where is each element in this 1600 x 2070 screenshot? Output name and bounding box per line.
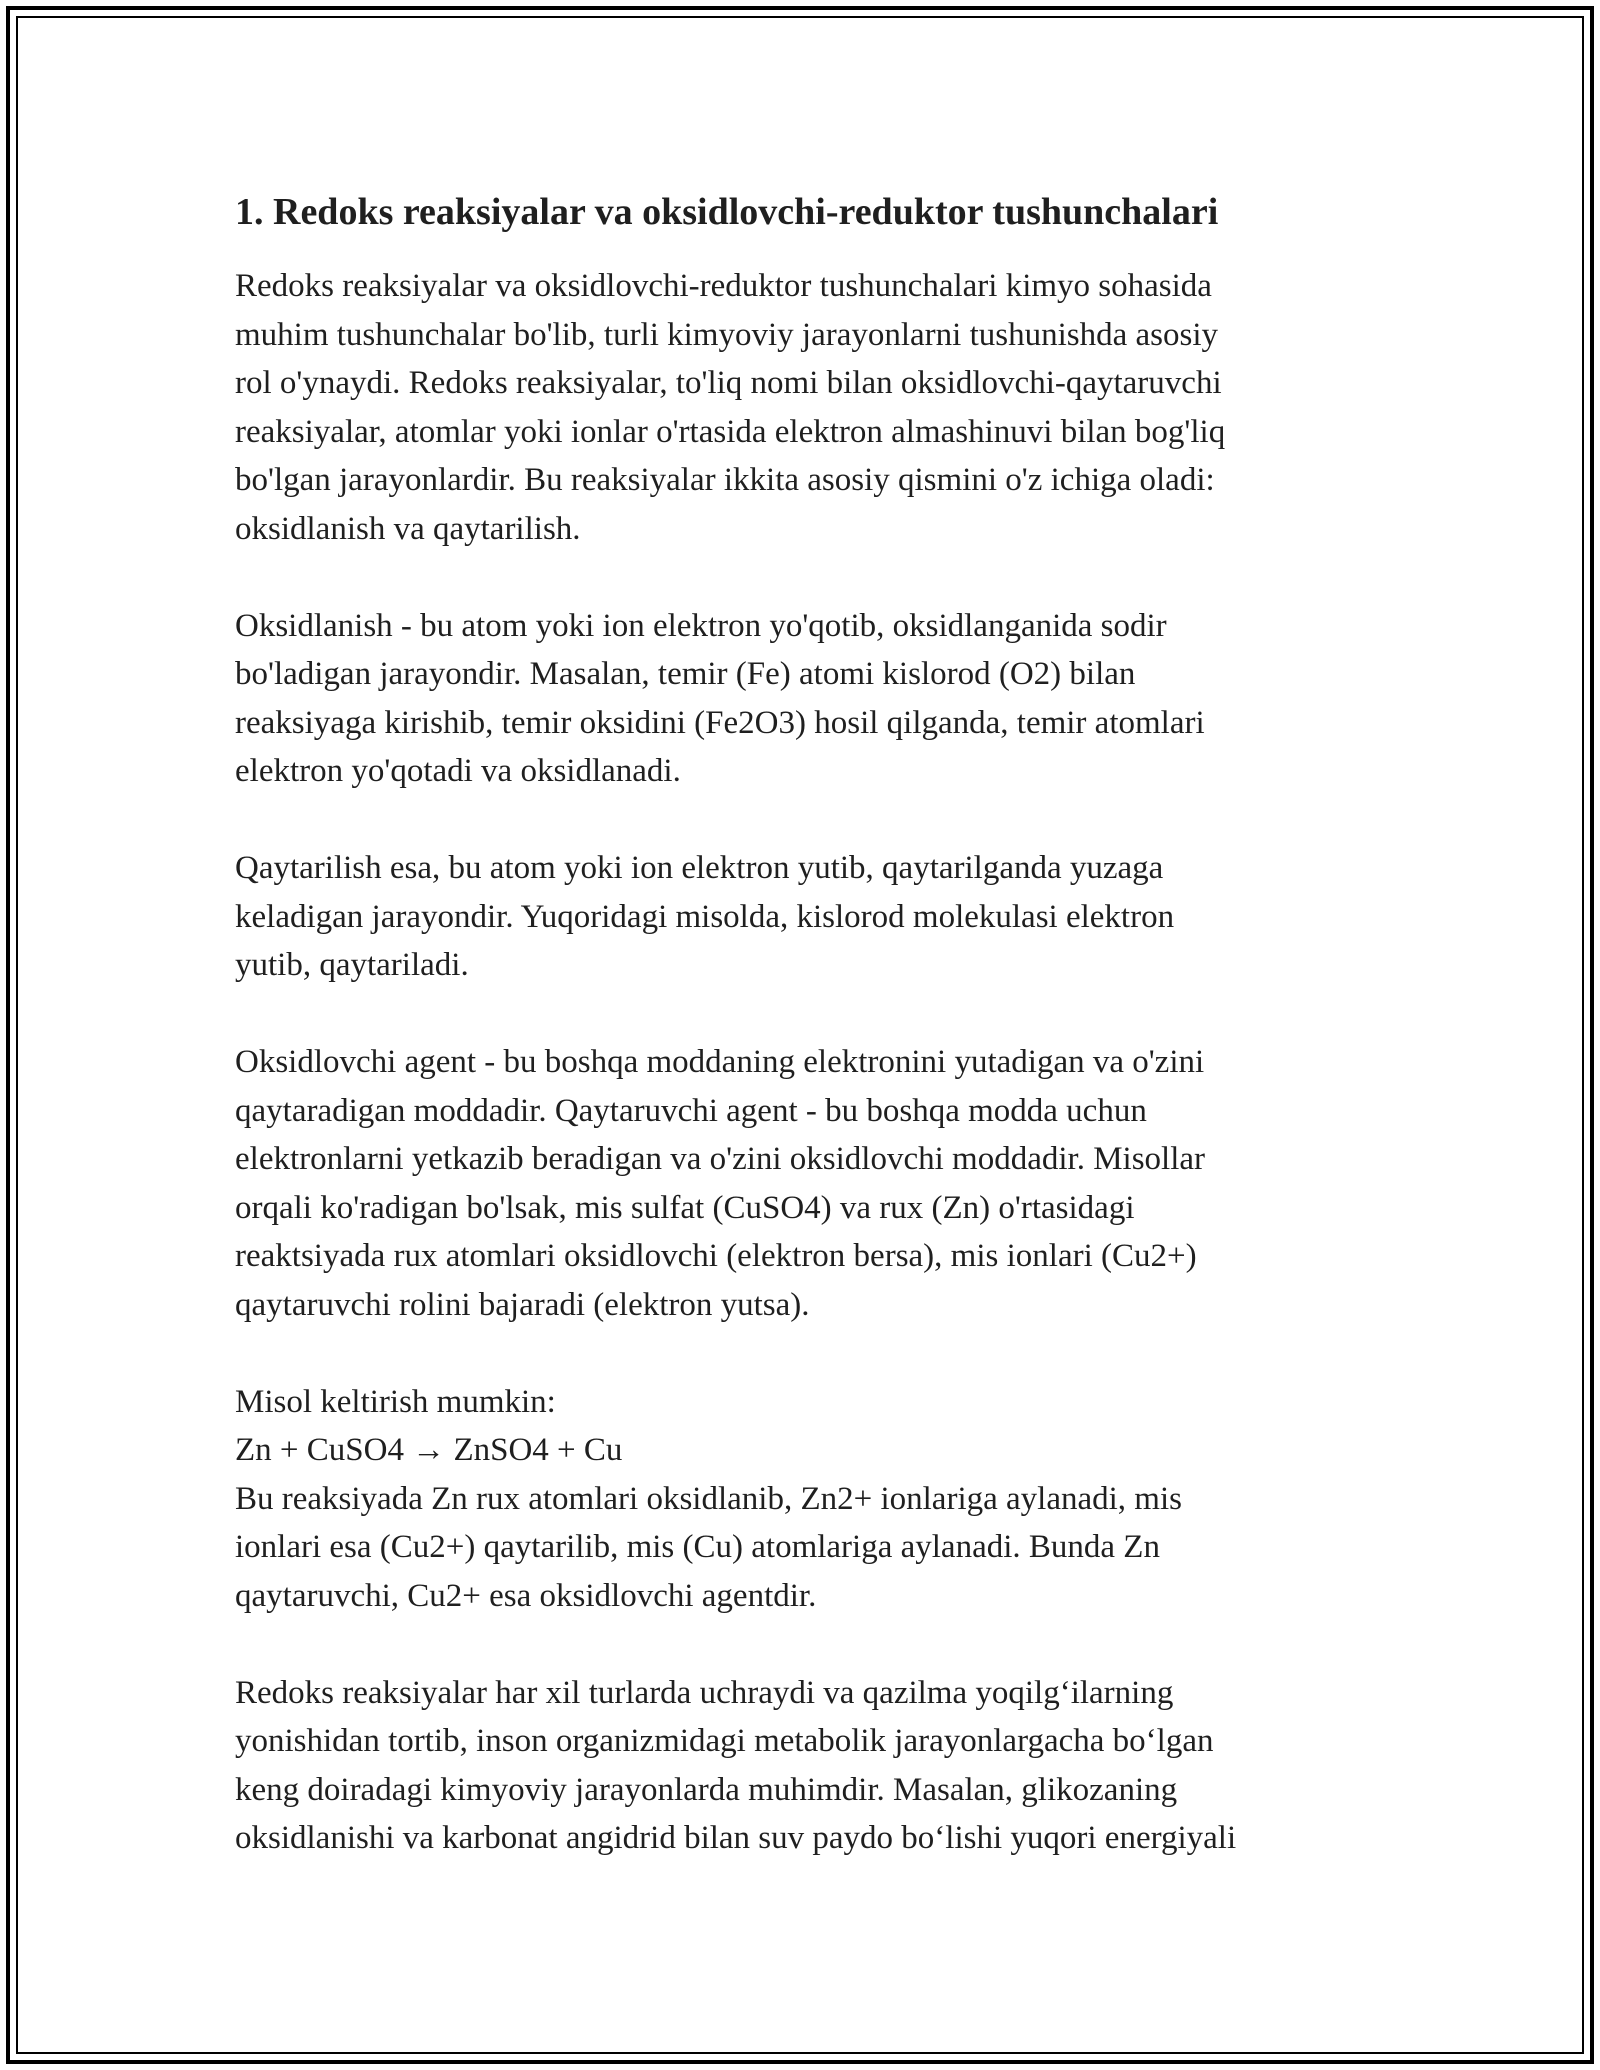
text-line: oksidlanish va qaytarilish. [235, 510, 581, 547]
text-line: muhim tushunchalar bo'lib, turli kimyoviy jarayonlarni tushunishda asosiy [235, 316, 1218, 353]
text-line: Oksidlanish - bu atom yoki ion elektron yo'qotib, oksidlanganida sodir [235, 607, 1167, 644]
text-line: keladigan jarayondir. Yuqoridagi misolda, kislorod molekulasi elektron [235, 898, 1175, 935]
text-line: rol o'ynaydi. Redoks reaksiyalar, to'liq nomi bilan oksidlovchi-qaytaruvchi [235, 365, 1222, 401]
text-line: Misol keltirish mumkin: [235, 1383, 556, 1420]
text-line: Redoks reaksiyalar va oksidlovchi-reduktor tushunchalari kimyo sohasida [235, 268, 1212, 304]
text-line: qaytaradigan moddadir. Qaytaruvchi agent - bu boshqa modda uchun [235, 1092, 1147, 1129]
text-line: orqali ko'radigan bo'lsak, mis sulfat (CuSO4) va rux (Zn) o'rtasidagi [235, 1189, 1135, 1226]
paragraph-intro [235, 262, 1375, 553]
paragraph-applications [235, 1669, 1375, 1863]
text-line: keng doiradagi kimyoviy jarayonlarda muhimdir. Masalan, glikozaning [235, 1771, 1178, 1808]
text-line: reaktsiyada rux atomlari oksidlovchi (elektron bersa), mis ionlari (Cu2+) [235, 1238, 1197, 1274]
equation-line: Zn + CuSO4 → ZnSO4 + Cu [235, 1432, 623, 1468]
paragraph-oxidation [235, 602, 1375, 796]
text-line: qaytaruvchi, Cu2+ esa oksidlovchi agentdir. [235, 1577, 817, 1614]
text-line: reaksiyalar, atomlar yoki ionlar o'rtasida elektron almashinuvi bilan bog'liq [235, 413, 1226, 450]
paragraph-reduction [235, 844, 1375, 990]
text-line: Bu reaksiyada Zn rux atomlari oksidlanib, Zn2+ ionlariga aylanadi, mis [235, 1480, 1182, 1517]
text-line: Redoks reaksiyalar har xil turlarda uchraydi va qazilma yoqilg‘ilarning [235, 1674, 1174, 1711]
text-line: reaksiyaga kirishib, temir oksidini (Fe2O3) hosil qilganda, temir atomlari [235, 704, 1205, 741]
text-line: Oksidlovchi agent - bu boshqa moddaning elektronini yutadigan va o'zini [235, 1044, 1205, 1080]
text-line: bo'lgan jarayonlardir. Bu reaksiyalar ikkita asosiy qismini o'z ichiga oladi: [235, 462, 1215, 498]
text-line: yonishidan tortib, inson organizmidagi metabolik jarayonlargacha bo‘lgan [235, 1723, 1214, 1759]
text-line: Qaytarilish esa, bu atom yoki ion elektron yutib, qaytarilganda yuzaga [235, 850, 1164, 886]
paragraph-example [235, 1378, 1375, 1621]
text-line: elektronlarni yetkazib beradigan va o'zini oksidlovchi moddadir. Misollar [235, 1141, 1206, 1177]
text-line: elektron yo'qotadi va oksidlanadi. [235, 753, 681, 789]
section-title: 1. Redoks reaksiyalar va oksidlovchi-reduktor tushunchalari [235, 191, 1219, 233]
text-line: qaytaruvchi rolini bajaradi (elektron yutsa). [235, 1286, 810, 1323]
text-line: oksidlanishi va karbonat angidrid bilan suv paydo bo‘lishi yuqori energiyali [235, 1820, 1237, 1856]
text-line: bo'ladigan jarayondir. Masalan, temir (Fe) atomi kislorod (O2) bilan [235, 656, 1136, 692]
document-body [235, 186, 1375, 1911]
text-line: ionlari esa (Cu2+) qaytarilib, mis (Cu) atomlariga aylanadi. Bunda Zn [235, 1529, 1160, 1565]
paragraph-agents [235, 1038, 1375, 1329]
text-line: yutib, qaytariladi. [235, 947, 469, 983]
